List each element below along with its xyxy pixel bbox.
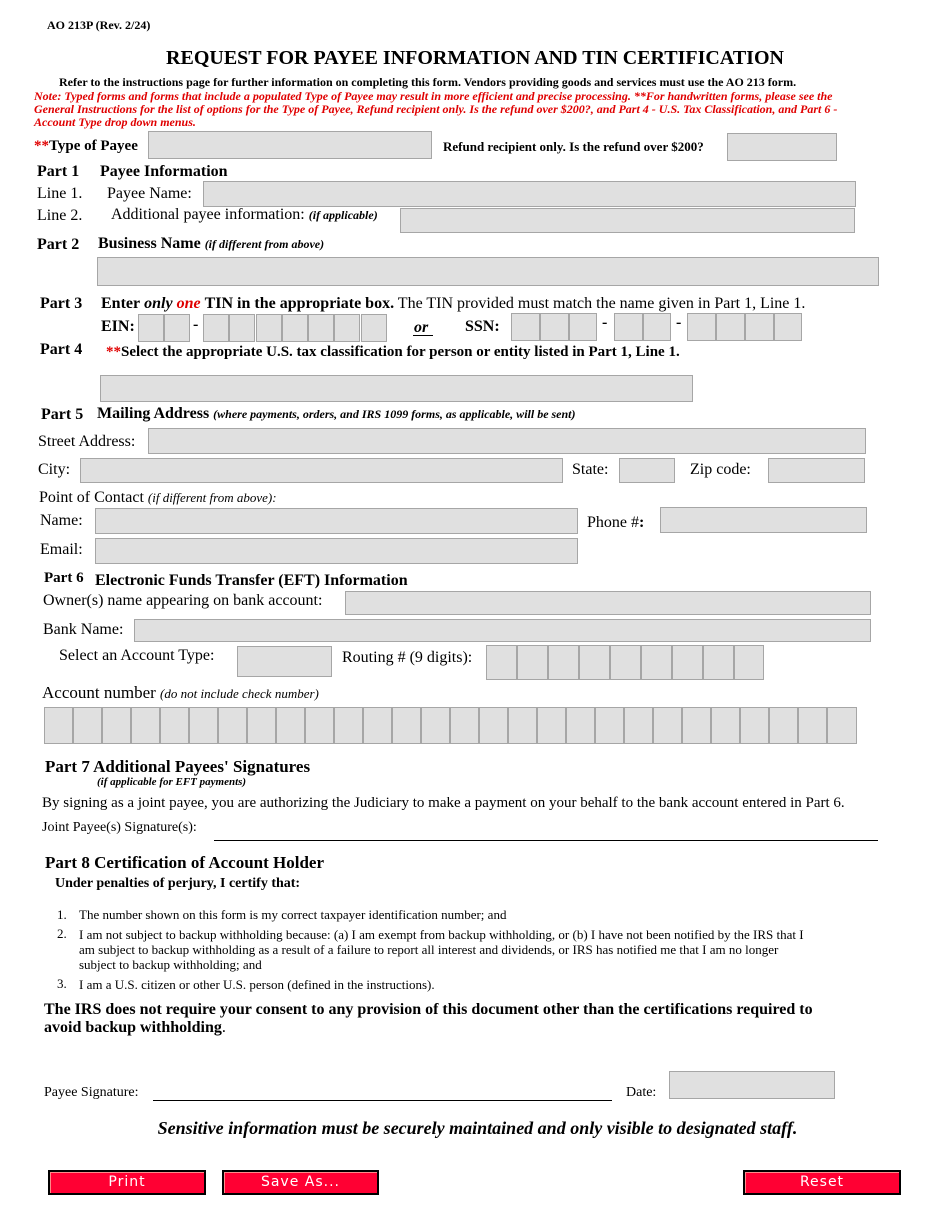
bank-name-label: Bank Name: (43, 621, 124, 638)
ssn-digit[interactable] (774, 313, 802, 341)
routing-digit[interactable] (517, 645, 548, 680)
routing-digit[interactable] (672, 645, 703, 680)
line1-label: Line 1. (37, 185, 83, 202)
date-label: Date: (626, 1085, 657, 1100)
refund-label: Refund recipient only. Is the refund over $200? (443, 139, 704, 154)
cert-item-2-text: I am not subject to backup withholding because: (a) I am exempt from backup withholding, or (b) I have not been notified by the IRS that I (79, 927, 804, 942)
email-input[interactable] (95, 538, 578, 564)
account-digit[interactable] (740, 707, 769, 744)
account-type-label: Select an Account Type: (59, 647, 215, 664)
account-digit[interactable] (508, 707, 537, 744)
account-digit[interactable] (392, 707, 421, 744)
additional-info-input[interactable] (400, 208, 855, 233)
ein-digit[interactable] (282, 314, 308, 342)
ssn-digit[interactable] (540, 313, 569, 341)
or-text: or (414, 319, 429, 336)
payee-signature-label: Payee Signature: (44, 1085, 139, 1100)
zip-code-input[interactable] (768, 458, 865, 483)
account-number-label: Account number (do not include check number) (42, 683, 319, 702)
zip-code-label: Zip code: (690, 461, 751, 478)
joint-signature-line[interactable] (214, 826, 878, 841)
account-digit[interactable] (189, 707, 218, 744)
note-line-2: General Instructions for the list of options for the Type of Payee, Refund recipient only. Is the refund over $200?, and Part 4 - U.S. Tax Classification, and Part 6 - (34, 102, 838, 116)
ssn-label: SSN: (465, 318, 500, 335)
page-title: REQUEST FOR PAYEE INFORMATION AND TIN CERTIFICATION (166, 47, 784, 69)
cert-item-1-text: The number shown on this form is my correct taxpayer identification number; and (79, 907, 507, 922)
part3-instruction: Enter only one TIN in the appropriate box. The TIN provided must match the name given in Part 1, Line 1. (101, 295, 806, 312)
part1-label: Part 1 (37, 163, 80, 180)
ssn-digit[interactable] (716, 313, 745, 341)
owner-name-input[interactable] (345, 591, 871, 615)
routing-digit[interactable] (579, 645, 610, 680)
ssn-digit[interactable] (643, 313, 671, 341)
account-digit[interactable] (73, 707, 102, 744)
certify-intro: Under penalties of perjury, I certify that: (55, 876, 301, 891)
part1-title: Payee Information (100, 163, 228, 180)
ein-label: EIN: (101, 318, 135, 335)
or-underline (413, 335, 433, 336)
phone-input[interactable] (660, 507, 867, 533)
part4-label: Part 4 (40, 341, 83, 358)
print-button[interactable]: Print (48, 1170, 206, 1195)
account-digit[interactable] (537, 707, 566, 744)
sensitive-notice: Sensitive information must be securely maintained and only visible to designated staff. (157, 1118, 798, 1138)
save-as-button[interactable]: Save As... (222, 1170, 379, 1195)
street-address-input[interactable] (148, 428, 866, 454)
account-digit[interactable] (798, 707, 827, 744)
ssn-dash: - (676, 314, 682, 331)
part5-label: Part 5 (41, 406, 84, 423)
tax-classification-select[interactable] (100, 375, 693, 402)
payee-name-input[interactable] (203, 181, 856, 207)
business-name-label: Business Name (if different from above) (98, 235, 325, 252)
form-id: AO 213P (Rev. 2/24) (47, 18, 151, 32)
state-input[interactable] (619, 458, 675, 483)
ssn-dash: - (602, 314, 608, 331)
ein-digit[interactable] (164, 314, 190, 342)
ein-digit[interactable] (203, 314, 229, 342)
ssn-digit[interactable] (511, 313, 540, 341)
email-label: Email: (40, 541, 83, 558)
account-digit[interactable] (624, 707, 653, 744)
account-digit[interactable] (479, 707, 508, 744)
payee-signature-line[interactable] (153, 1087, 612, 1101)
account-digit[interactable] (566, 707, 595, 744)
account-digit[interactable] (595, 707, 624, 744)
part6-label: Part 6 (44, 570, 84, 586)
account-digit[interactable] (769, 707, 798, 744)
account-digit[interactable] (218, 707, 247, 744)
account-digit[interactable] (305, 707, 334, 744)
account-digit[interactable] (421, 707, 450, 744)
ein-digit[interactable] (256, 314, 282, 342)
note-line-1: Note: Typed forms and forms that include a populated Type of Payee may result in more efficient and precise processing. **For handwritten forms, please see the (34, 89, 833, 103)
ein-digit[interactable] (361, 314, 387, 342)
account-digit[interactable] (653, 707, 682, 744)
ein-digit[interactable] (229, 314, 255, 342)
account-digit[interactable] (247, 707, 276, 744)
line2-label: Line 2. (37, 207, 83, 224)
contact-name-label: Name: (40, 512, 83, 529)
contact-name-input[interactable] (95, 508, 578, 534)
account-digit[interactable] (682, 707, 711, 744)
account-digit[interactable] (44, 707, 73, 744)
refund-select[interactable] (727, 133, 837, 161)
note-line-3: Account Type drop down menus. (34, 115, 196, 129)
irs-consent-line-2: avoid backup withholding. (44, 1019, 226, 1036)
city-input[interactable] (80, 458, 563, 483)
city-label: City: (38, 461, 71, 478)
state-label: State: (572, 461, 609, 478)
cert-item-2-num: 2. (57, 926, 67, 941)
account-digit[interactable] (334, 707, 363, 744)
owner-name-label: Owner(s) name appearing on bank account: (43, 592, 323, 609)
eft-title: Electronic Funds Transfer (EFT) Information (95, 572, 408, 589)
ssn-digit[interactable] (614, 313, 643, 341)
account-digit[interactable] (450, 707, 479, 744)
reset-button[interactable]: Reset (743, 1170, 901, 1195)
business-name-input[interactable] (97, 257, 879, 286)
cert-item-1-num: 1. (57, 907, 67, 922)
cert-item-2-text: subject to backup withholding; and (79, 957, 262, 972)
routing-label: Routing # (9 digits): (342, 649, 473, 666)
ein-dash: - (193, 316, 199, 333)
routing-digit[interactable] (548, 645, 579, 680)
phone-label: Phone #: (587, 514, 645, 531)
ein-digit[interactable] (334, 314, 360, 342)
account-digit[interactable] (160, 707, 189, 744)
joint-signature-label: Joint Payee(s) Signature(s): (42, 820, 197, 835)
ein-digit[interactable] (308, 314, 334, 342)
part7-note: (if applicable for EFT payments) (97, 776, 247, 788)
account-digit[interactable] (131, 707, 160, 744)
account-digit[interactable] (711, 707, 740, 744)
part2-label: Part 2 (37, 236, 80, 253)
part7-title: Part 7 Additional Payees' Signatures (45, 757, 311, 776)
street-address-label: Street Address: (38, 433, 136, 450)
mailing-address-label: Mailing Address (where payments, orders, and IRS 1099 forms, as applicable, will be sent) (97, 405, 576, 422)
cert-item-3-num: 3. (57, 976, 67, 991)
routing-digit[interactable] (641, 645, 672, 680)
ein-digit[interactable] (138, 314, 164, 342)
date-input[interactable] (669, 1071, 835, 1099)
part8-title: Part 8 Certification of Account Holder (45, 853, 325, 872)
cert-item-3-text: I am a U.S. citizen or other U.S. person (defined in the instructions). (79, 977, 435, 992)
account-digit[interactable] (363, 707, 392, 744)
ssn-digit[interactable] (745, 313, 774, 341)
account-digit[interactable] (102, 707, 131, 744)
routing-digit[interactable] (734, 645, 764, 680)
routing-digit[interactable] (703, 645, 734, 680)
type-of-payee-label: **Type of Payee (34, 138, 138, 154)
part4-title: **Select the appropriate U.S. tax classification for person or entity listed in Part 1, Line 1. (106, 344, 680, 360)
type-of-payee-select[interactable] (148, 131, 432, 159)
account-type-select[interactable] (237, 646, 332, 677)
ssn-digit[interactable] (687, 313, 716, 341)
account-digit[interactable] (827, 707, 857, 744)
routing-digit[interactable] (486, 645, 517, 680)
ssn-digit[interactable] (569, 313, 597, 341)
additional-info-label: Additional payee information: (if applicable) (111, 206, 378, 223)
cert-item-2-text: am subject to backup withholding as a result of a failure to report all interest and dividends, or IRS has notified me that I am no longer (79, 942, 779, 957)
account-digit[interactable] (276, 707, 305, 744)
bank-name-input[interactable] (134, 619, 871, 642)
routing-digit[interactable] (610, 645, 641, 680)
part3-label: Part 3 (40, 295, 83, 312)
part7-text: By signing as a joint payee, you are authorizing the Judiciary to make a payment on your behalf to the bank account entered in Part 6. (42, 795, 845, 811)
payee-name-label: Payee Name: (107, 185, 192, 202)
point-of-contact-label: Point of Contact (if different from above): (39, 489, 277, 506)
instruction-text: Refer to the instructions page for further information on completing this form. Vendors providing goods and services must use the AO 213 form. (59, 75, 797, 89)
irs-consent-line-1: The IRS does not require your consent to any provision of this document other than the certifications required to (44, 1001, 813, 1018)
